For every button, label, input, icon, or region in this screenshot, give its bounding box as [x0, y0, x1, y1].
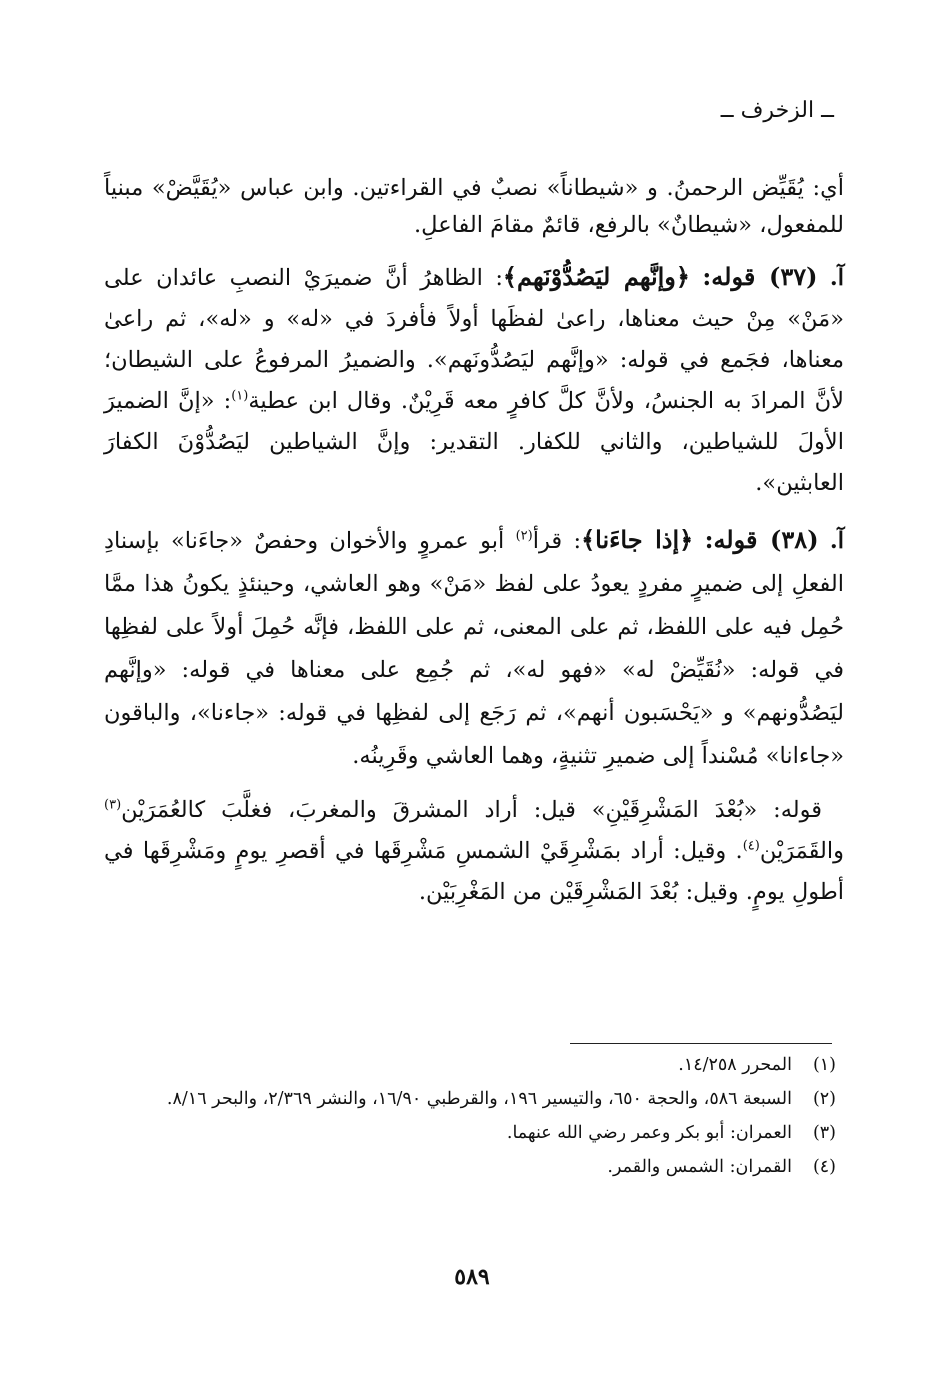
- paragraph-mashriqayn: [104, 790, 844, 913]
- verse-38-label: (٣٨) قوله:: [704, 525, 819, 554]
- verse-38-prefix: آ.: [829, 528, 844, 554]
- verse-37-label: (٣٧) قوله:: [702, 262, 818, 291]
- footnote-text: العمران: أبو بكر وعمر رضي الله عنهما.: [506, 1123, 792, 1143]
- footnotes: [111, 1048, 836, 1184]
- paragraph-intro-text: أي: يُقَيِّض الرحمنُ. و «شيطاناً» نصبٌ في القراءتين. وابن عباس «يُقَيَّضْ» مبنياً للمفعول، «شيطانٌ» بالرفع، قائمٌ مقامَ الفاعلِ.: [104, 175, 844, 238]
- verse-38-commentary-b: أبو عمروٍ والأخوان وحفصٌ «جاءَنا» بإسنادِ الفعلِ إلى ضميرٍ مفردٍ يعودُ على لفظ «مَنْ» وهو العاشي، وحينئذٍ يكونُ هذا ممَّا حُمِل فيه على اللفظ، ثم على المعنى، ثم على اللفظ، فإنَّه حُمِلَ أولاً على لفظِها في قوله: «نُقَيِّضْ له» «فهو له»، ثم جُمِع على معناها في قوله: «وإنَّهم ليَصُدُّونهم» و «يَحْسَبون أنهم»، ثم رَجَع إلى لفظِها في قوله: «جاءنا»، والباقون «جاءانا» مُسْنداً إلى ضميرِ تثنيةٍ، وهما العاشي وقَرِينُه.: [104, 528, 844, 769]
- mashriqayn-text-b: والقَمَرَيْن: [759, 838, 844, 864]
- footnote-ref-3[interactable]: (٣): [104, 797, 122, 813]
- footnote-separator: [570, 1043, 832, 1044]
- footnote-ref-2[interactable]: (٢): [515, 528, 533, 544]
- footnote-item: [111, 1150, 836, 1184]
- footnote-number: (١): [812, 1055, 836, 1075]
- paragraph-verse-37: [104, 256, 844, 504]
- footnote-text: القمران: الشمس والقمر.: [607, 1157, 792, 1177]
- footnote-ref-1[interactable]: (١): [231, 388, 249, 404]
- main-text: [104, 170, 844, 925]
- footnote-number: (٢): [812, 1089, 836, 1109]
- paragraph-intro: [104, 170, 844, 244]
- verse-37-commentary-b: : «إنَّ الضميرَ الأولَ للشياطين، والثاني للكفار. التقدير: وإنَّ الشياطين ليَصُدُّوْنَ الكفارَ العابثين».: [104, 388, 844, 496]
- verse-37-commentary-a: : الظاهرُ أنَّ ضميرَيْ النصبِ عائدان على «مَنْ» مِنْ حيث معناها، راعىٰ لفظَها أولاً فأفردَ في «له» و «له»، ثم راعىٰ معناها، فجَمع في قوله: «وإنَّهم ليَصُدُّونَهم». والضميرُ المرفوعُ على الشيطان؛ لأنَّ المرادَ به الجنسُ، ولأنَّ كلَّ كافرٍ معه قَرِيْنٌ. وقال ابن عطية: [104, 265, 844, 414]
- verse-38-quran-text: ﴿إذا جاءَنا﴾: [581, 525, 694, 554]
- page-number: ٥٨٩: [454, 1264, 490, 1290]
- verse-38-commentary-a: : قرأ: [532, 528, 582, 554]
- footnote-item: [111, 1082, 836, 1116]
- mashriqayn-text-a: قوله: «بُعْدَ المَشْرِقَيْنِ» قيل: أراد المشرقَ والمغربَ، فغلَّبَ كالعُمَرَيْن: [121, 797, 822, 823]
- verse-37-prefix: آ.: [829, 265, 845, 291]
- footnote-text: السبعة ٥٨٦، والحجة ٦٥٠، والتيسير ١٩٦، والقرطبي ١٦/٩٠، والنشر ٢/٣٦٩، والبحر ٨/١٦.: [166, 1089, 792, 1109]
- running-head: ــ الزخرف ــ: [720, 98, 834, 123]
- verse-37-quran-text: ﴿وإنَّهم ليَصُدُّوْنَهم﴾: [502, 262, 690, 291]
- footnote-item: [111, 1048, 836, 1082]
- footnote-number: (٤): [812, 1157, 836, 1177]
- footnote-ref-4[interactable]: (٤): [742, 838, 760, 854]
- footnote-item: [111, 1116, 836, 1150]
- mashriqayn-text-c: . وقيل: أراد بمَشْرِقَيْ الشمسِ مَشْرِقَها في أقصرِ يومٍ ومَشْرِقَها في أطولِ يومٍ. وقيل: بُعْدَ المَشْرِقَيْن من المَغْرِبَيْن.: [104, 838, 844, 905]
- footnote-text: المحرر ١٤/٢٥٨.: [678, 1055, 792, 1075]
- paragraph-verse-38: [104, 518, 844, 778]
- footnote-number: (٣): [812, 1123, 836, 1143]
